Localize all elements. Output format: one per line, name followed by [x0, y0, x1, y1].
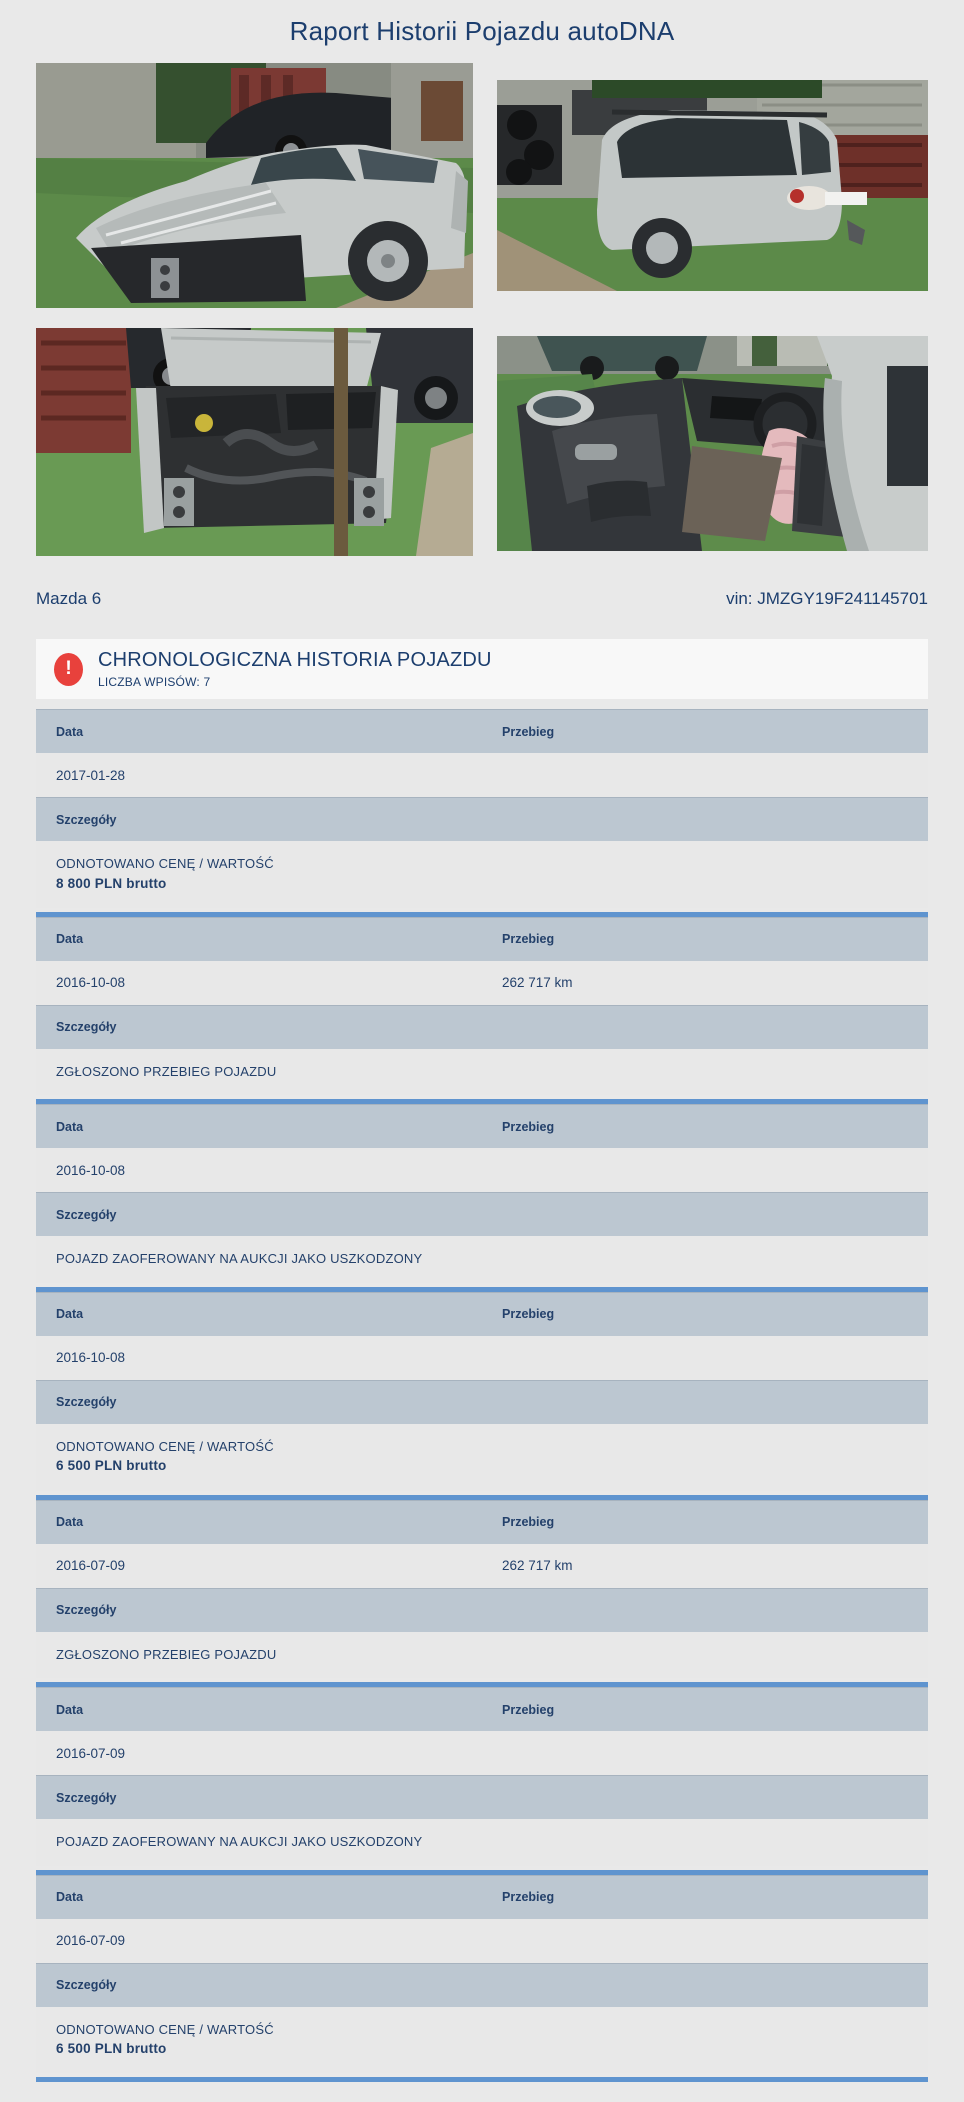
column-header-details: Szczegóły [56, 1978, 117, 1992]
vehicle-vin: vin: JMZGY19F241145701 [726, 589, 928, 608]
column-header-date: Data [56, 1515, 84, 1529]
entry-header-row [36, 709, 928, 753]
column-header-details: Szczegóły [56, 812, 117, 827]
page-title: Raport Historii Pojazdu autoDNA [289, 16, 675, 46]
entry-header-row [36, 1687, 928, 1731]
entry-details-value: 8 800 PLN brutto [56, 875, 167, 891]
entry-details-header-row [36, 1005, 928, 1049]
entry-details-text: ZGŁOSZONO PRZEBIEG POJAZDU [56, 1646, 277, 1662]
entry-value-row [36, 961, 928, 1005]
entry-header-row [36, 1500, 928, 1544]
photo-interior-airbag[interactable] [497, 336, 928, 551]
column-header-mileage: Przebieg [502, 1890, 555, 1904]
history-entry [36, 1292, 928, 1500]
entry-details-row [36, 1632, 928, 1679]
column-header-details: Szczegóły [56, 1790, 117, 1805]
entry-details-value: 6 500 PLN brutto [56, 2041, 167, 2056]
entry-date: 2016-10-08 [56, 975, 126, 991]
history-entry [36, 1500, 928, 1688]
entry-date: 2016-10-08 [56, 1162, 126, 1178]
entry-details-row [36, 1236, 928, 1283]
entry-header-row [36, 1875, 928, 1919]
entry-header-row [36, 917, 928, 961]
entry-details-text: POJAZD ZAOFEROWANY NA AUKCJI JAKO USZKODZONY [56, 1834, 423, 1849]
entry-details-text: ODNOTOWANO CENĘ / WARTOŚĆ [56, 856, 274, 871]
entry-date: 2016-10-08 [56, 1350, 126, 1366]
column-header-date: Data [56, 1119, 84, 1134]
entry-date: 2016-07-09 [56, 1558, 126, 1573]
entry-details-row [36, 1424, 928, 1491]
history-entry [36, 1104, 928, 1292]
entry-details-row [36, 1819, 928, 1866]
history-entry [36, 1875, 928, 2083]
column-header-mileage: Przebieg [502, 1515, 555, 1529]
entry-details-value: 6 500 PLN brutto [56, 1458, 167, 1474]
entry-mileage: 262 717 km [502, 975, 573, 991]
entry-details-text: POJAZD ZAOFEROWANY NA AUKCJI JAKO USZKODZONY [56, 1251, 423, 1267]
history-entry [36, 709, 928, 917]
entry-date: 2016-07-09 [56, 1933, 126, 1948]
entry-details-row [36, 1049, 928, 1096]
column-header-mileage: Przebieg [502, 724, 555, 739]
entry-date: 2016-07-09 [56, 1745, 126, 1761]
entry-details-header-row [36, 1380, 928, 1424]
entry-value-row [36, 1336, 928, 1380]
history-entry [36, 917, 928, 1105]
entry-value-row [36, 1148, 928, 1192]
section-title: CHRONOLOGICZNA HISTORIA POJAZDU [98, 649, 492, 671]
entry-value-row [36, 753, 928, 797]
alert-icon: ! [54, 653, 83, 686]
column-header-date: Data [56, 1890, 84, 1904]
entry-details-header-row [36, 1963, 928, 2007]
entry-value-row [36, 1919, 928, 1963]
entry-details-header-row [36, 1192, 928, 1236]
entry-header-row [36, 1104, 928, 1148]
entries-count: LICZBA WPISÓW: 7 [98, 675, 211, 689]
column-header-mileage: Przebieg [502, 1702, 555, 1717]
column-header-details: Szczegóły [56, 1020, 117, 1035]
entry-details-text: ODNOTOWANO CENĘ / WARTOŚĆ [56, 1438, 274, 1454]
photo-rear-view[interactable] [497, 80, 928, 291]
photo-front-damaged[interactable] [36, 63, 473, 308]
entry-value-row [36, 1544, 928, 1588]
entry-details-header-row [36, 1588, 928, 1632]
entry-details-text: ODNOTOWANO CENĘ / WARTOŚĆ [56, 2021, 274, 2037]
column-header-mileage: Przebieg [502, 1119, 555, 1134]
column-header-date: Data [56, 1702, 84, 1717]
photo-engine-bay[interactable] [36, 328, 473, 556]
column-header-mileage: Przebieg [502, 932, 555, 947]
entry-details-row [36, 841, 928, 908]
column-header-details: Szczegóły [56, 1603, 117, 1617]
entry-date: 2017-01-28 [56, 767, 126, 783]
vehicle-model: Mazda 6 [36, 589, 102, 608]
entry-value-row [36, 1731, 928, 1775]
section-header [36, 639, 928, 699]
entry-details-text: ZGŁOSZONO PRZEBIEG POJAZDU [56, 1063, 277, 1079]
entry-details-header-row [36, 1775, 928, 1819]
column-header-date: Data [56, 1307, 84, 1322]
history-table [36, 709, 928, 2082]
column-header-details: Szczegóły [56, 1207, 117, 1222]
photo-grid [36, 63, 928, 556]
entry-details-row [36, 2007, 928, 2074]
history-entry [36, 1687, 928, 1875]
entry-details-header-row [36, 797, 928, 841]
entry-mileage: 262 717 km [502, 1558, 573, 1573]
column-header-mileage: Przebieg [502, 1307, 555, 1322]
column-header-date: Data [56, 932, 84, 947]
column-header-date: Data [56, 724, 84, 739]
column-header-details: Szczegóły [56, 1395, 117, 1410]
entry-header-row [36, 1292, 928, 1336]
